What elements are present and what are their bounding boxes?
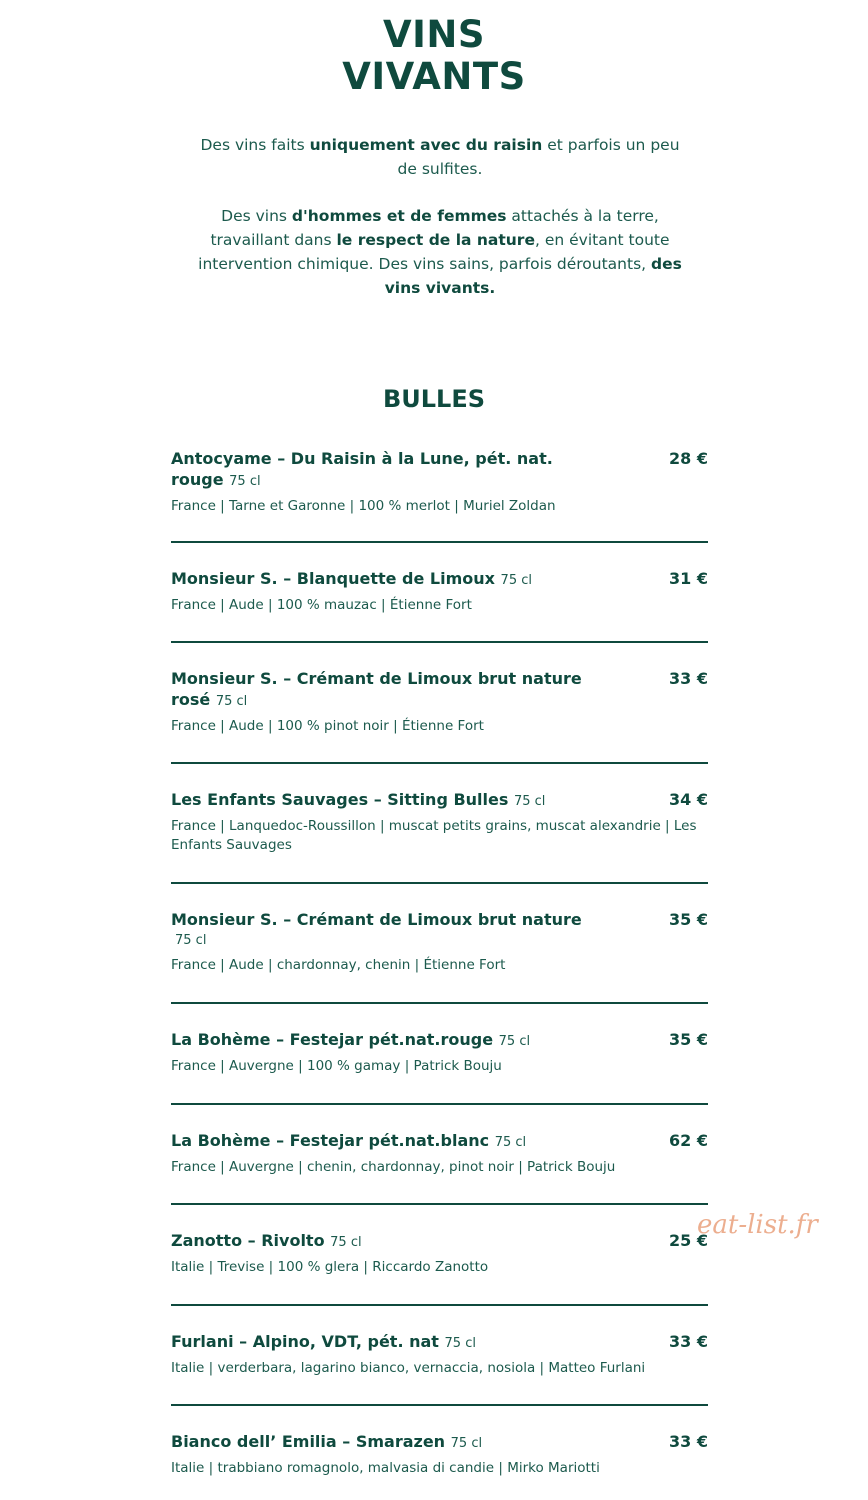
- wine-name: Bianco dell’ Emilia – Smarazen 75 cl: [171, 1432, 483, 1451]
- wine-price: 25 €: [669, 1231, 708, 1250]
- wine-description: France | Aude | 100 % pinot noir | Étienne Fort: [171, 718, 484, 734]
- wine-name: Furlani – Alpino, VDT, pét. nat 75 cl: [171, 1332, 476, 1351]
- wine-description: Italie | verderbara, lagarino bianco, vernaccia, nosiola | Matteo Furlani: [171, 1360, 646, 1376]
- wine-item: [171, 1130, 708, 1177]
- wine-price: 35 €: [669, 1030, 708, 1049]
- divider: [171, 1103, 708, 1105]
- title-line-1: VINS: [382, 13, 485, 56]
- wine-description: France | Aude | 100 % mauzac | Étienne Fort: [171, 597, 472, 613]
- wine-volume: 75 cl: [330, 1235, 362, 1250]
- intro-text: et parfois un peu de sulfites.: [397, 136, 680, 178]
- divider: [171, 641, 708, 643]
- wine-name: La Bohème – Festejar pét.nat.blanc 75 cl: [171, 1131, 527, 1150]
- wine-price: 33 €: [669, 1432, 708, 1451]
- intro-text: , en évitant toute intervention chimique. Des vins sains, parfois déroutants,: [198, 231, 670, 273]
- divider: [171, 1203, 708, 1205]
- wine-item: [171, 1230, 708, 1277]
- intro-text: attachés à la terre, travaillant dans: [210, 207, 659, 249]
- wine-item: [171, 668, 708, 736]
- wine-item: [171, 1331, 708, 1378]
- wine-item: [171, 909, 708, 975]
- divider: [171, 1002, 708, 1004]
- wine-item: [171, 789, 708, 855]
- wine-item: [171, 1029, 708, 1076]
- divider: [171, 541, 708, 543]
- watermark-logo: eat-list.fr: [697, 1210, 818, 1240]
- wine-volume: 75 cl: [498, 1034, 531, 1049]
- wine-volume: 75 cl: [450, 1436, 483, 1451]
- wine-volume: 75 cl: [494, 1135, 527, 1150]
- intro-emphasis: d'hommes et de femmes: [291, 207, 507, 225]
- wine-price: 34 €: [669, 790, 708, 809]
- wine-item: [171, 1431, 708, 1478]
- wine-volume: 75 cl: [229, 474, 261, 489]
- wine-name: Monsieur S. – Crémant de Limoux brut nature 75 cl: [171, 909, 591, 951]
- wine-volume: 75 cl: [215, 694, 248, 709]
- wine-description: France | Tarne et Garonne | 100 % merlot | Muriel Zoldan: [171, 498, 556, 514]
- wine-description: Italie | trabbiano romagnolo, malvasia di candie | Mirko Mariotti: [171, 1460, 600, 1476]
- wine-price: 35 €: [669, 910, 708, 929]
- intro-text: Des vins: [221, 207, 292, 225]
- wine-price: 33 €: [669, 1332, 708, 1351]
- title-line-2: VIVANTS: [342, 55, 526, 98]
- wine-name: Zanotto – Rivolto 75 cl: [171, 1231, 362, 1250]
- section-title-bulles: BULLES: [382, 385, 486, 413]
- wine-description: France | Aude | chardonnay, chenin | Étienne Fort: [171, 957, 506, 973]
- wine-price: 33 €: [669, 669, 708, 688]
- intro-paragraph-1: [190, 133, 690, 181]
- wine-description: Italie | Trevise | 100 % glera | Riccardo Zanotto: [171, 1259, 489, 1275]
- wine-volume: 75 cl: [444, 1336, 476, 1351]
- wine-price: 28 €: [669, 449, 708, 468]
- wine-name: Antocyame – Du Raisin à la Lune, pét. nat. rouge 75 cl: [171, 449, 553, 489]
- divider: [171, 1404, 708, 1406]
- divider: [171, 1304, 708, 1306]
- wine-name: La Bohème – Festejar pét.nat.rouge 75 cl: [171, 1030, 531, 1049]
- intro-emphasis: le respect de la nature: [336, 231, 535, 249]
- wine-volume: 75 cl: [513, 794, 546, 809]
- wine-name: Monsieur S. – Blanquette de Limoux 75 cl: [171, 569, 532, 588]
- wine-name: Les Enfants Sauvages – Sitting Bulles 75 cl: [171, 790, 546, 809]
- wine-description: France | Auvergne | chenin, chardonnay, pinot noir | Patrick Bouju: [171, 1159, 616, 1175]
- wine-price: 31 €: [669, 569, 708, 588]
- wine-volume: 75 cl: [500, 573, 532, 588]
- wine-volume: 75 cl: [175, 933, 207, 948]
- wine-name: Monsieur S. – Crémant de Limoux brut nature rosé 75 cl: [171, 669, 582, 709]
- intro-emphasis: uniquement avec du raisin: [309, 136, 543, 154]
- intro-paragraph-2: [190, 204, 690, 300]
- wine-description: France | Auvergne | 100 % gamay | Patrick Bouju: [171, 1058, 502, 1074]
- wine-price: 62 €: [669, 1131, 708, 1150]
- page-title: [0, 14, 868, 98]
- wine-item: [171, 568, 708, 615]
- divider: [171, 762, 708, 764]
- wine-description: France | Lanquedoc-Roussillon | muscat petits grains, muscat alexandrie | Les Enfants Sauvages: [171, 818, 697, 853]
- wine-item: [171, 448, 708, 516]
- divider: [171, 882, 708, 884]
- intro-emphasis: des vins vivants.: [384, 255, 682, 297]
- intro-text: Des vins faits: [200, 136, 310, 154]
